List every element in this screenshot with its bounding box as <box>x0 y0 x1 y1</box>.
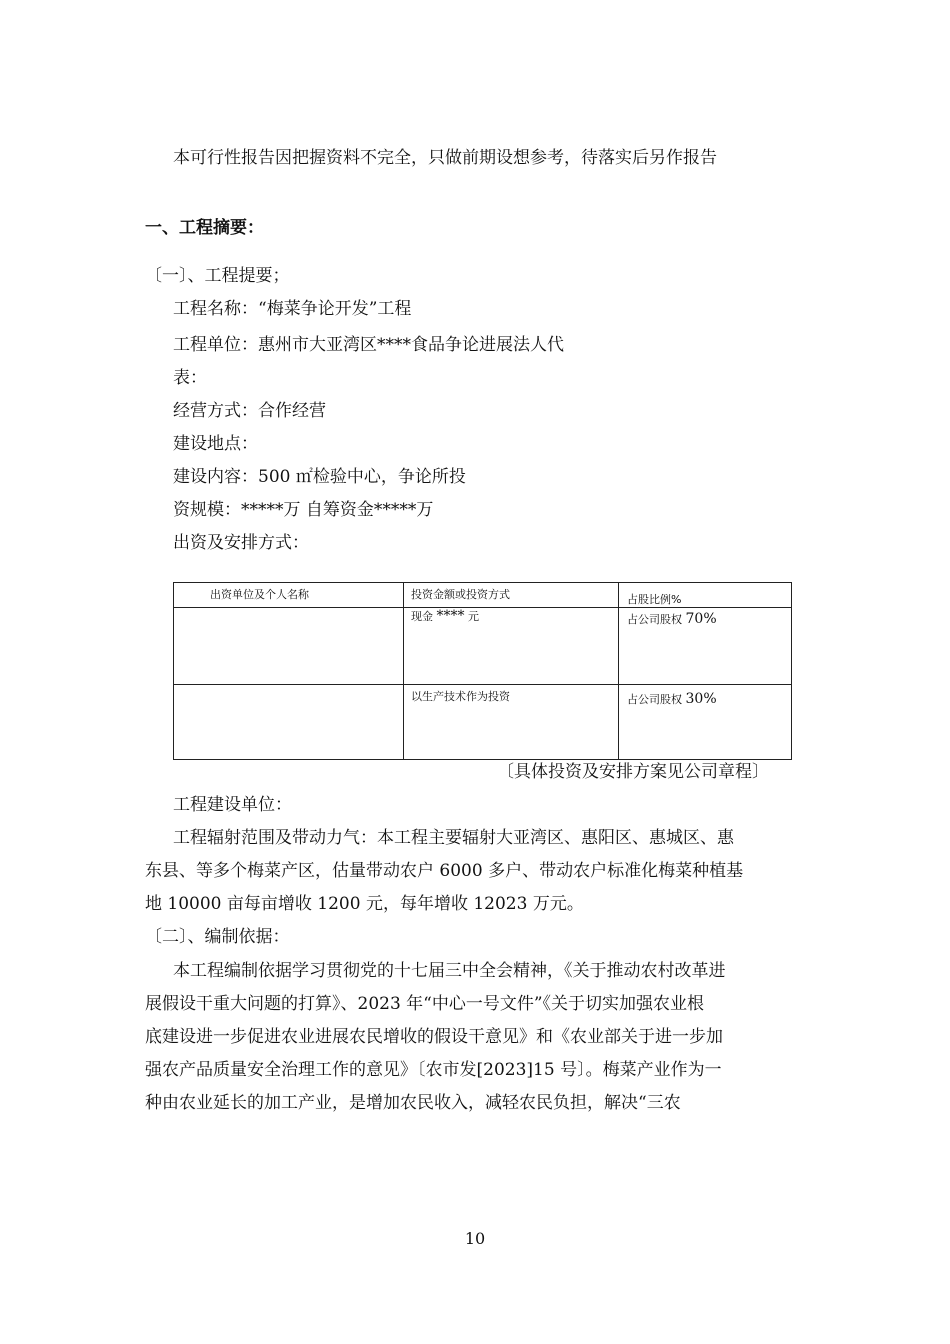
table-row <box>174 608 792 685</box>
page-number: 10 <box>464 1229 486 1248</box>
business-mode-line: 经营方式：合作经营 <box>173 401 326 421</box>
intro-note: 本可行性报告因把握资料不完全，只做前期设想参考，待落实后另作报告 <box>173 148 717 168</box>
table-header-row <box>174 583 792 608</box>
table-cell-investor <box>174 685 404 760</box>
legal-rep-line: 表： <box>173 368 207 388</box>
table-header-investor: 出资单位及个人名称 <box>174 583 404 608</box>
basis-line-2: 展假设干重大问题的打算》、2023 年“中心一号文件”《关于切实加强农业根 <box>145 994 705 1014</box>
table-cell-amount: 以生产技术作为投资 <box>404 685 619 760</box>
basis-line-3: 底建设进一步促进农业进展农民增收的假设干意见》和《农业部关于进一步加 <box>145 1027 723 1047</box>
table-cell-share: 占公司股权 30% <box>619 685 792 760</box>
table-cell-investor <box>174 608 404 685</box>
radiation-line-2: 东县、等多个梅菜产区，估量带动农户 6000 多户、带动农户标准化梅菜种植基 <box>145 861 744 881</box>
section-title-summary: 一、工程摘要： <box>145 218 264 238</box>
table-header-amount: 投资金额或投资方式 <box>404 583 619 608</box>
investment-table <box>173 582 792 760</box>
basis-line-1: 本工程编制依据学习贯彻党的十七届三中全会精神，《关于推动农村改革进 <box>173 961 726 981</box>
table-cell-amount: 现金 **** 元 <box>404 608 619 685</box>
basis-line-4: 强农产品质量安全治理工作的意见》〔农市发[2023]15 号〕。梅菜产业作为一 <box>145 1060 722 1080</box>
basis-line-5: 种由农业延长的加工产业，是增加农民收入，减轻农民负担，解决“三农 <box>145 1093 681 1113</box>
construction-unit-line: 工程建设单位： <box>173 795 292 815</box>
table-header-share: 占股比例% <box>619 583 792 608</box>
project-unit-line: 工程单位：惠州市大亚湾区****食品争论进展法人代 <box>173 335 564 355</box>
construction-site-line: 建设地点： <box>173 434 258 454</box>
project-name-line: 工程名称：“梅菜争论开发”工程 <box>173 299 412 319</box>
radiation-line-1: 工程辐射范围及带动力气：本工程主要辐射大亚湾区、惠阳区、惠城区、惠 <box>173 828 734 848</box>
table-note: 〔具体投资及安排方案见公司章程〕 <box>497 762 769 782</box>
funding-method-line: 出资及安排方式： <box>173 533 309 553</box>
investment-scale-line: 资规模：*****万 自筹资金*****万 <box>173 500 434 520</box>
subsection-title-overview: 〔一〕、工程提要； <box>145 266 290 286</box>
construction-content-line: 建设内容：500 ㎡检验中心，争论所投 <box>173 467 466 487</box>
table-row <box>174 685 792 760</box>
subsection-title-basis: 〔二〕、编制依据： <box>145 927 290 947</box>
table-cell-share: 占公司股权 70% <box>619 608 792 685</box>
radiation-line-3: 地 10000 亩每亩增收 1200 元，每年增收 12023 万元。 <box>145 894 584 914</box>
